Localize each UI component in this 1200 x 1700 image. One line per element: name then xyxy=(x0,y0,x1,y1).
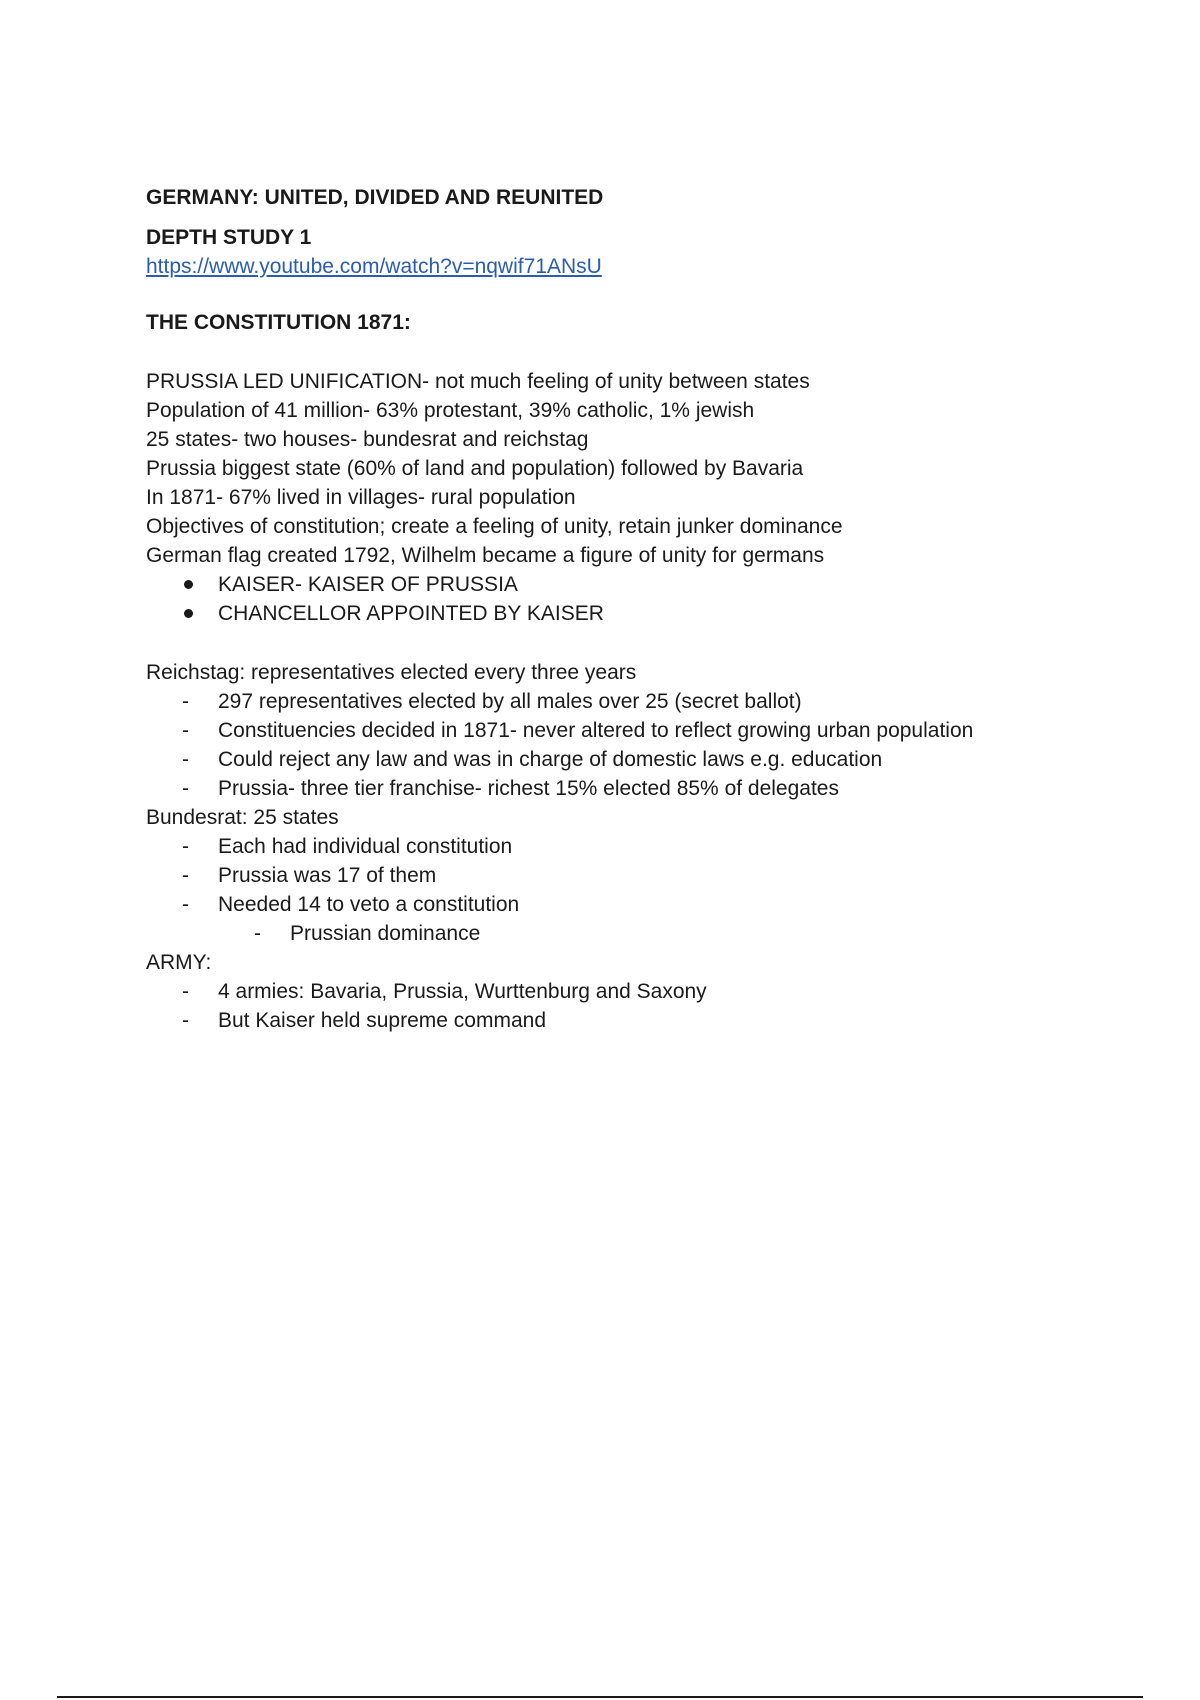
document-subtitle: DEPTH STUDY 1 xyxy=(146,226,312,249)
bundesrat-item xyxy=(146,890,1146,919)
dash-marker: - xyxy=(182,748,189,771)
footer-rule xyxy=(57,1696,1143,1698)
section-heading: THE CONSTITUTION 1871: xyxy=(146,311,411,334)
document-title: GERMANY: UNITED, DIVIDED AND REUNITED xyxy=(146,186,604,209)
dash-marker: - xyxy=(182,1009,189,1032)
intro-line: Prussia biggest state (60% of land and population) followed by Bavaria xyxy=(146,457,804,480)
bundesrat-item xyxy=(146,832,1146,861)
army-item xyxy=(146,977,1146,1006)
item-text: Constituencies decided in 1871- never altered to reflect growing urban population xyxy=(218,719,974,742)
bullet-text: CHANCELLOR APPOINTED BY KAISER xyxy=(218,602,604,625)
army-heading: ARMY: xyxy=(146,951,212,974)
dash-marker: - xyxy=(182,690,189,713)
army-item xyxy=(146,1006,1146,1035)
video-link[interactable]: https://www.youtube.com/watch?v=nqwif71ANsU xyxy=(146,255,602,278)
dash-marker: - xyxy=(182,777,189,800)
intro-line: German flag created 1792, Wilhelm became a figure of unity for germans xyxy=(146,544,825,567)
dash-marker: - xyxy=(182,893,189,916)
bullet-dot xyxy=(184,609,193,618)
intro-line: In 1871- 67% lived in villages- rural population xyxy=(146,486,576,509)
bundesrat-heading: Bundesrat: 25 states xyxy=(146,806,339,829)
dash-marker: - xyxy=(182,719,189,742)
item-text: Needed 14 to veto a constitution xyxy=(218,893,520,916)
intro-line: Objectives of constitution; create a feeling of unity, retain junker dominance xyxy=(146,515,843,538)
item-text: Prussian dominance xyxy=(290,922,481,945)
dash-marker: - xyxy=(182,980,189,1003)
document-body xyxy=(146,183,1146,1035)
item-text: Could reject any law and was in charge of domestic laws e.g. education xyxy=(218,748,883,771)
spacer xyxy=(146,628,1146,658)
reichstag-item xyxy=(146,716,1146,745)
item-text: Prussia- three tier franchise- richest 15% elected 85% of delegates xyxy=(218,777,839,800)
intro-line: 25 states- two houses- bundesrat and reichstag xyxy=(146,428,589,451)
bullet-item xyxy=(146,599,1146,628)
spacer xyxy=(146,337,1146,367)
item-text: 297 representatives elected by all males over 25 (secret ballot) xyxy=(218,690,802,713)
reichstag-heading: Reichstag: representatives elected every three years xyxy=(146,661,637,684)
bullet-text: KAISER- KAISER OF PRUSSIA xyxy=(218,573,518,596)
dash-marker: - xyxy=(254,922,261,945)
item-text: Each had individual constitution xyxy=(218,835,513,858)
reichstag-item xyxy=(146,687,1146,716)
intro-line: Population of 41 million- 63% protestant, 39% catholic, 1% jewish xyxy=(146,399,755,422)
dash-marker: - xyxy=(182,864,189,887)
bullet-item xyxy=(146,570,1146,599)
reichstag-item xyxy=(146,774,1146,803)
item-text: 4 armies: Bavaria, Prussia, Wurttenburg and Saxony xyxy=(218,980,707,1003)
dash-marker: - xyxy=(182,835,189,858)
intro-line: PRUSSIA LED UNIFICATION- not much feeling of unity between states xyxy=(146,370,810,393)
reichstag-item xyxy=(146,745,1146,774)
bundesrat-subitem xyxy=(146,919,1146,948)
bullet-dot xyxy=(184,580,193,589)
bundesrat-item xyxy=(146,861,1146,890)
item-text: Prussia was 17 of them xyxy=(218,864,437,887)
item-text: But Kaiser held supreme command xyxy=(218,1009,546,1032)
